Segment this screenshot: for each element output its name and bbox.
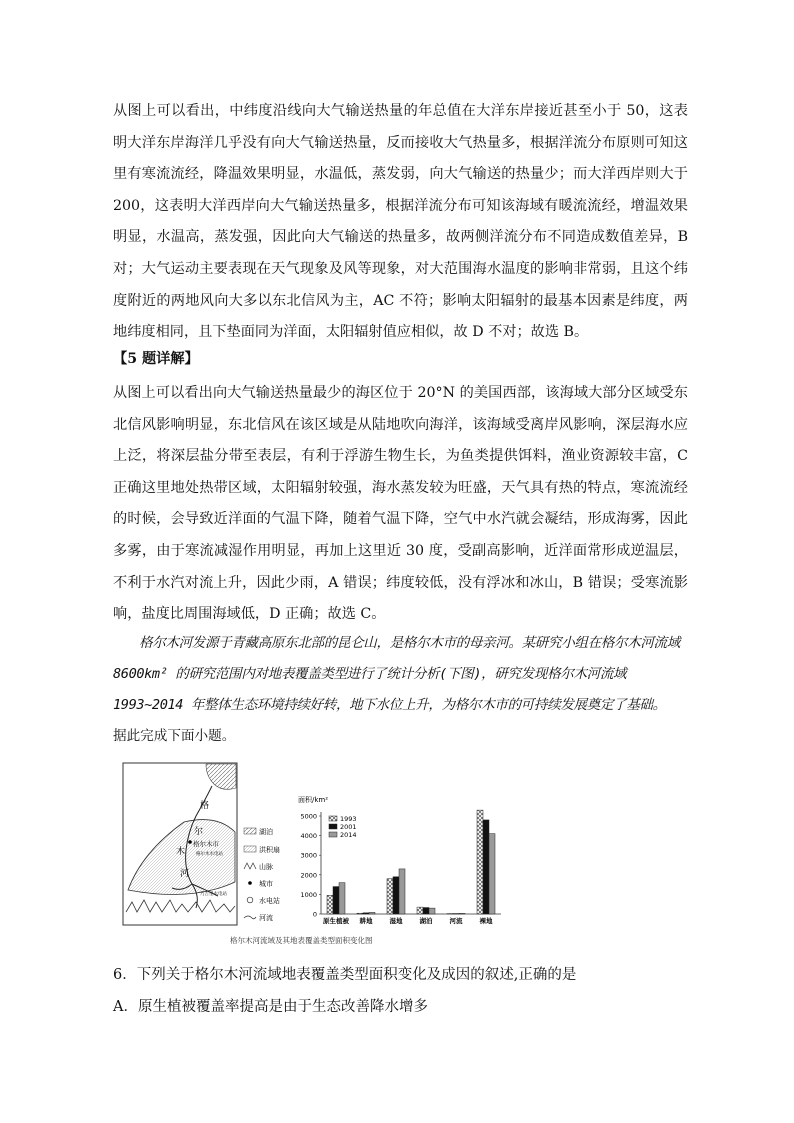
answer-paragraph-q4: 从图上可以看出，中纬度沿线向大气输送热量的年总值在大洋东岸接近甚至小于 50，这表明大洋东岸海洋几乎没有向大气输送热量，反而接收大气热量多，根据洋流分布原则可知这里有寒流流经，降温效果明显，水温低，蒸发弱，向大气输送的热量少；而大洋西岸则大于200，这表明大洋西岸向大气输送热量多，根据洋流分布可知该海域有暖流流经，增温效果明显，水温高，蒸发强，因此向大气输送的热量多，故两侧洋流分布不同造成数值差异，B 对；大气运动主要表现在天气现象及风等现象，对大范围海水温度的影响非常弱，且这个纬度附近的两地风向大多以东北信风为主，AC 不符；影响太阳辐射的最基本因素是纬度，两地纬度相同，且下垫面同为洋面，太阳辐射值应相似，故 D 不对；故选 B。 [113, 103, 688, 341]
bar-1993 [417, 907, 423, 914]
figure-golmud [122, 762, 504, 947]
intro-text: 格尔木河发源于青藏高原东北部的昆仑山，是格尔木市的母亲河。某研究小组在格尔木河流域 8600km² 的研究范围内对地表覆盖类型进行了统计分析(下图)，研究发现格尔木河流域 1993~2014 年整体生态环境持续好转，地下水位上升，为格尔木市的可持续发展奠定了基础。 [113, 635, 680, 713]
bar-1993 [357, 913, 363, 914]
x-tick-label: 河流 [449, 917, 463, 925]
bar-2001 [333, 887, 339, 914]
hydropower-icon [247, 897, 253, 903]
river-char-1: 格 [200, 801, 210, 811]
city-legend-icon [248, 881, 252, 885]
bar-2001 [363, 913, 369, 914]
map-legend [244, 827, 280, 922]
hydropower-label-2: 乃吉里水电站 [200, 892, 227, 897]
hydropower-label-1: 格尔木水电站 [196, 852, 223, 857]
x-tick-label: 原生植被 [323, 917, 349, 925]
river-char-4: 河 [180, 869, 190, 879]
bar-1993 [327, 895, 333, 914]
x-tick-label: 裸地 [479, 917, 493, 925]
bar-2014 [459, 913, 465, 914]
y-tick-label: 4000 [300, 832, 317, 841]
legend-swatch-2001 [329, 824, 337, 829]
legend-label-1993: 1993 [340, 815, 357, 823]
legend-label-2001: 2001 [340, 823, 357, 831]
river-icon [244, 916, 256, 919]
y-tick-label: 3000 [300, 851, 317, 860]
answer-paragraph-q5: 从图上可以看出向大气输送热量最少的海区位于 20°N 的美国西部，该海域大部分区域受东北信风影响明显，东北信风在该区域是从陆地吹向海洋，该海域受离岸风影响，深层海水应上泛，将深层盐分带至表层，有利于浮游生物生长，为鱼类提供饵料，渔业资源较丰富，C 正确这里地处热带区域，太阳辐射较强，海水蒸发较为旺盛，天气具有热的特点，寒流流经的时候，会导致近洋面的气温下降，随着气温下降，空气中水汽就会凝结，形成海雾，因此多雾，由于寒流减湿作用明显，再加上这里近 30 度，受副高影响，近洋面常形成逆温层，不利于水汽对流上升，因此少雨，A 错误；纬度较低，没有浮冰和冰山，B 错误；受寒流影响，盐度比周围海域低，D 正确；故选 C。 [113, 385, 688, 623]
figure-caption: 格尔木河流域及其地表覆盖类型面积变化图 [230, 936, 373, 945]
river-char-3: 木 [176, 847, 186, 857]
bar-2014 [369, 912, 375, 914]
legend-swatch-2014 [329, 832, 337, 837]
legend-label-2014: 2014 [340, 831, 357, 839]
material-intro [113, 628, 703, 752]
x-tick-label: 湖泊 [419, 917, 433, 925]
legend-label-mountain: 山脉 [259, 863, 273, 871]
legend-label-hydro: 水电站 [259, 897, 280, 905]
y-tick-label: 5000 [300, 812, 317, 821]
bar-2014 [339, 883, 345, 914]
river-char-2: 尔 [194, 827, 204, 837]
section-heading-q5: 【5 题详解】 [113, 351, 199, 367]
legend-label-city: 城市 [259, 880, 273, 888]
bar-2014 [399, 869, 405, 914]
lake-icon [244, 828, 256, 834]
question-6: 6．下列关于格尔木河流域地表覆盖类型面积变化及成因的叙述,正确的是 [113, 967, 577, 983]
x-tick-label: 湿地 [389, 917, 403, 925]
legend-label-lake: 湖泊 [259, 828, 273, 836]
bar-2001 [423, 908, 429, 914]
figure-svg [122, 762, 504, 947]
y-tick-label: 2000 [300, 871, 317, 880]
city-label: 格尔木市 [193, 840, 219, 848]
y-tick-label: 0 [312, 910, 317, 919]
bar-1993 [387, 879, 393, 914]
chart-ylabel: 面积/km² [298, 796, 329, 804]
city-icon [188, 840, 192, 844]
intro-tail: 据此完成下面小题。 [113, 728, 236, 744]
alluvial-fan-icon [244, 846, 256, 852]
legend-label-river: 河流 [259, 914, 273, 922]
y-tick-label: 1000 [300, 890, 317, 899]
option-a: A．原生植被覆盖率提高是由于生态改善降水增多 [113, 999, 428, 1015]
bar-2014 [429, 908, 435, 914]
bar-2001 [393, 877, 399, 914]
bar-2014 [489, 834, 495, 914]
bar-1993 [477, 810, 483, 914]
x-tick-label: 耕地 [359, 917, 373, 925]
mountain-icon [244, 863, 256, 869]
bar-chart [298, 795, 501, 925]
legend-swatch-1993 [329, 816, 337, 821]
bar-2001 [483, 820, 489, 914]
legend-label-fan: 洪积扇 [259, 846, 280, 854]
